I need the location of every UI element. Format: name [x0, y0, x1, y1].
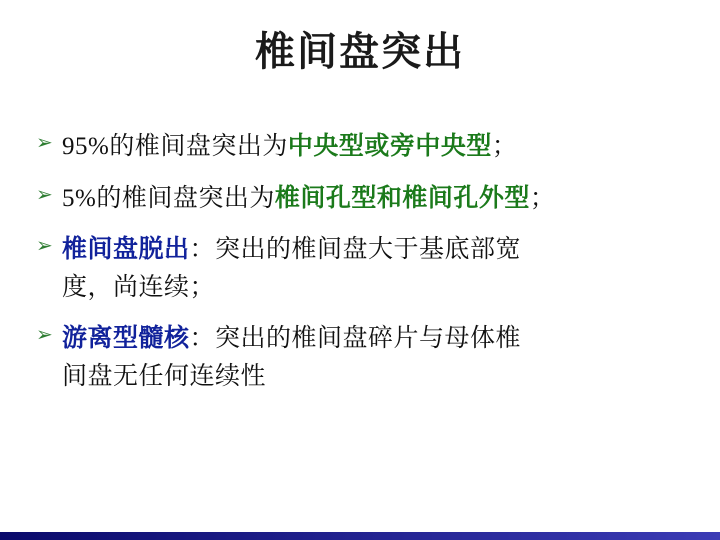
bullet-1-segment-1: 的椎间盘突出为 — [109, 132, 288, 160]
bullet-2-segment-2: 椎间孔型和椎间孔外型 — [274, 183, 530, 212]
bullet-text-1 — [62, 128, 684, 166]
bullet-1-segment-0: 95% — [62, 133, 110, 160]
bullet-3-segment-1: ：突出的椎间盘大于基底部宽 — [189, 235, 522, 263]
list-item — [36, 231, 684, 306]
arrow-bullet-icon: ➢ — [36, 183, 53, 206]
arrow-bullet-icon: ➢ — [36, 235, 53, 257]
bullet-3-term: 椎间盘脱出 — [62, 235, 190, 263]
list-item — [36, 320, 684, 395]
bullet-1-segment-3: ； — [491, 132, 518, 160]
page-title: 椎间盘突出 — [255, 30, 465, 74]
bullet-text-3 — [62, 231, 684, 306]
bullet-4-segment-1: ：突出的椎间盘碎片与母体椎 — [189, 324, 522, 352]
list-item — [36, 180, 684, 218]
bullet-text-4 — [62, 320, 684, 395]
bullet-2-segment-1: 的椎间盘突出为 — [96, 183, 275, 212]
arrow-bullet-icon: ➢ — [36, 324, 53, 346]
footer-accent-bar — [0, 532, 720, 540]
bullet-1-segment-2: 中央型或旁中央型 — [287, 132, 492, 160]
bullet-list — [36, 128, 684, 409]
bullet-4-term: 游离型髓核 — [62, 324, 190, 352]
list-item — [36, 128, 684, 166]
bullet-4-segment-2: 间盘无任何连续性 — [62, 361, 267, 390]
bullet-2-segment-3: ； — [529, 183, 556, 212]
bullet-text-2 — [62, 180, 684, 218]
bullet-3-segment-2: 度，尚连续； — [62, 272, 216, 301]
arrow-bullet-icon: ➢ — [36, 132, 53, 154]
bullet-2-segment-0: 5% — [62, 184, 97, 212]
